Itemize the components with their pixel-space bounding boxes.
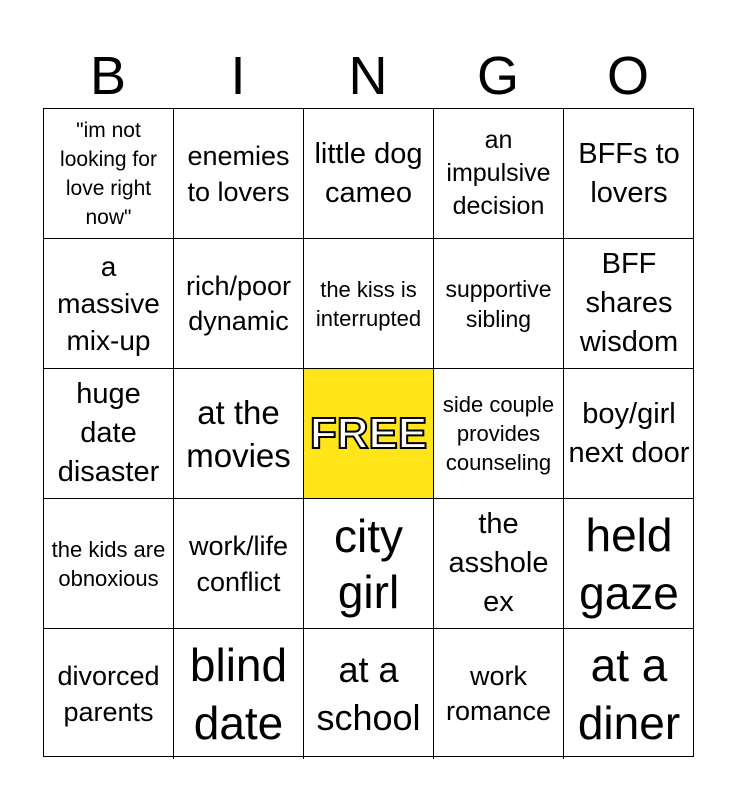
bingo-cell-text: supportive sibling [445, 275, 552, 332]
bingo-cell-text: side couple provides counseling [442, 392, 555, 475]
bingo-cell-text: BFF shares wisdom [579, 248, 679, 358]
bingo-header [43, 44, 693, 108]
bingo-cell[interactable] [44, 629, 174, 759]
bingo-cell[interactable] [434, 369, 564, 499]
bingo-cell[interactable] [174, 109, 304, 239]
bingo-card-grid [43, 108, 694, 757]
bingo-cell[interactable] [564, 369, 694, 499]
bingo-cell[interactable] [174, 629, 304, 759]
bingo-cell-text: little dog cameo [314, 137, 423, 209]
bingo-cell-text: enemies to lovers [187, 140, 290, 207]
bingo-cell-text: boy/girl next door [568, 397, 690, 469]
bingo-cell-text: city girl [334, 509, 403, 618]
bingo-cell[interactable] [434, 499, 564, 629]
header-letter-o: O [606, 46, 649, 106]
bingo-cell[interactable] [44, 239, 174, 369]
bingo-cell-text: divorced parents [57, 661, 160, 727]
bingo-cell[interactable] [564, 629, 694, 759]
bingo-cell-text: "im not looking for love right now" [60, 118, 157, 229]
bingo-cell-text: BFFs to lovers [578, 137, 680, 209]
bingo-cell-text: the asshole ex [448, 508, 549, 618]
bingo-cell-text: rich/poor dynamic [185, 270, 292, 336]
bingo-cell[interactable] [304, 629, 434, 759]
bingo-cell-text: blind date [189, 639, 288, 749]
bingo-cell-text: huge date disaster [57, 378, 160, 488]
bingo-cell[interactable] [44, 369, 174, 499]
bingo-cell[interactable] [174, 239, 304, 369]
bingo-cell-text: held gaze [579, 508, 679, 619]
bingo-cell[interactable] [564, 239, 694, 369]
bingo-cell[interactable] [434, 629, 564, 759]
bingo-cell[interactable] [434, 109, 564, 239]
bingo-cell[interactable] [564, 109, 694, 239]
bingo-free-space[interactable] [304, 369, 434, 499]
bingo-cell-text: work romance [445, 661, 552, 726]
bingo-cell-text: work/life conflict [188, 530, 289, 597]
bingo-cell-text: at a school [316, 649, 421, 738]
bingo-cell[interactable] [44, 109, 174, 239]
header-letter-g: G [476, 46, 519, 106]
header-letter-n: N [348, 46, 388, 106]
bingo-cell[interactable] [44, 499, 174, 629]
bingo-cell[interactable] [174, 369, 304, 499]
bingo-cell-text: an impulsive decision [446, 126, 551, 220]
bingo-cell[interactable] [304, 109, 434, 239]
bingo-cell-text: at the movies [186, 393, 291, 474]
bingo-cell-text: a massive mix-up [57, 251, 160, 356]
bingo-cell[interactable] [174, 499, 304, 629]
header-letter-b: B [89, 46, 127, 106]
free-space-label: FREE [309, 408, 428, 458]
bingo-cell[interactable] [304, 499, 434, 629]
bingo-cell[interactable] [434, 239, 564, 369]
bingo-cell-text: the kids are obnoxious [51, 536, 166, 591]
header-letter-i: I [230, 46, 246, 106]
bingo-cell-text: the kiss is interrupted [315, 276, 422, 331]
bingo-cell[interactable] [304, 239, 434, 369]
bingo-cell-text: at a diner [577, 639, 681, 749]
bingo-cell[interactable] [564, 499, 694, 629]
